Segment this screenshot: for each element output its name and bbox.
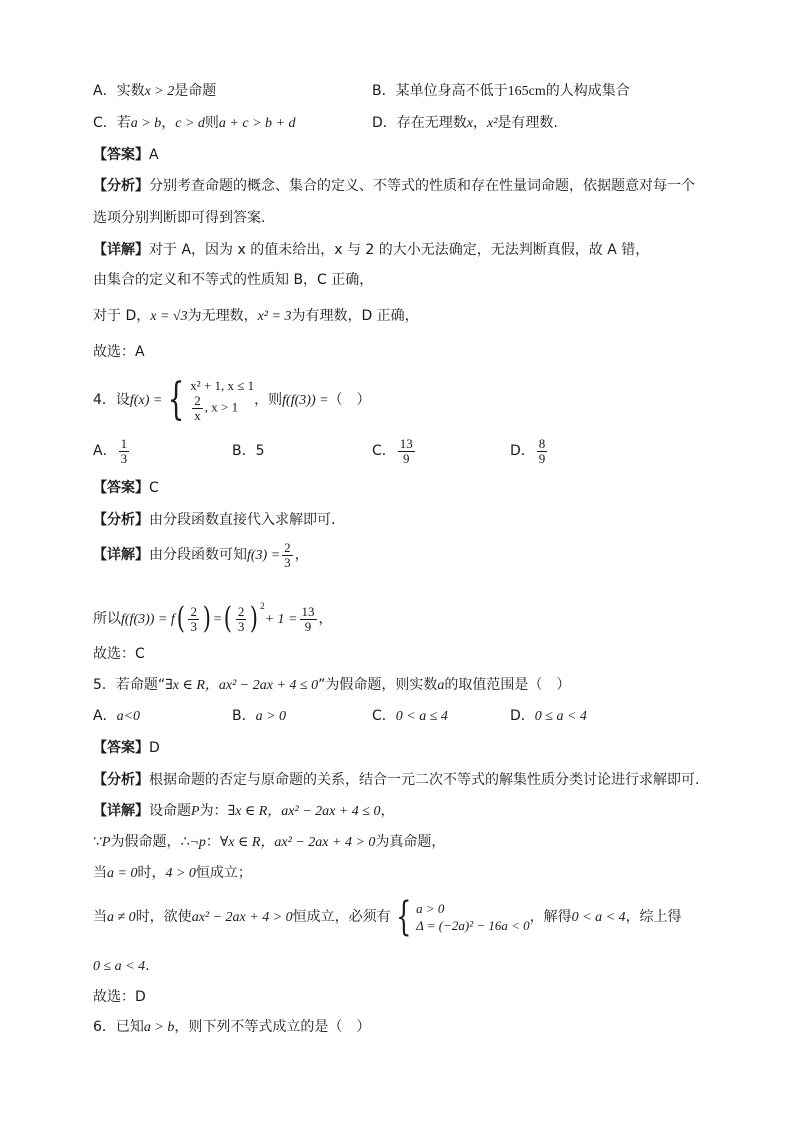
q4-stem: 4．设f(x) = { x² + 1, x ≤ 1 $\frac{2}{x}$ , x > 1 ，则f(f(3)) =（ ） <box>93 374 371 425</box>
q5-detail-line5: 0 ≤ a < 4. <box>93 958 150 974</box>
q4-brace: { <box>167 374 185 425</box>
q4-detail-line2: 所以f(f(3)) = f( $\frac{2}{3}$ ) =( $\frac{2}{3}$ ) $^2$+ 1 = $\frac{13}{9}$ ， <box>93 601 333 636</box>
q5-detail-line3: 当a = 0时，4 > 0恒成立； <box>93 865 252 881</box>
q4-option-b: B．5 <box>232 443 265 459</box>
q3-option-b: B．某单位身高不低于165cm的人构成集合 <box>372 83 630 99</box>
q5-cases: a > 0 Δ = (−2a)² − 16a < 0 <box>416 901 530 933</box>
q4-option-c: C． $\frac{13}{9}$ <box>372 435 413 466</box>
q3-detail-line1: 【详解】对于 A，因为 x 的值未给出，x 与 2 的大小无法确定，无法判断真假，故 A 错， <box>93 242 650 258</box>
q4-cases: x² + 1, x ≤ 1 $\frac{2}{x}$ , x > 1 <box>190 378 255 423</box>
q4-answer: 【答案】C <box>93 480 159 496</box>
q5-option-d: D．0 ≤ a < 4 <box>510 708 587 724</box>
q6-stem: 6．已知a > b，则下列不等式成立的是（ ） <box>93 1019 371 1035</box>
q3-option-c: C．若a > b，c > d则a + c > b + d <box>93 115 296 131</box>
q4-option-a: A． $\frac{1}{3}$ <box>93 435 128 466</box>
q3-option-a: A．实数x > 2是命题 <box>93 83 217 99</box>
q3-answer: 【答案】A <box>93 147 159 163</box>
q4-detail-line1: 【详解】由分段函数可知f(3) = $\frac{2}{3}$ ， <box>93 539 309 570</box>
q3-detail-line2: 由集合的定义和不等式的性质知 B，C 正确， <box>93 272 374 288</box>
q5-choose: 故选：D <box>93 989 146 1005</box>
q5-detail-line4: 当a ≠ 0时，欲使ax² − 2ax + 4 > 0恒成立，必须有 { a > 0 Δ = (−2a)² − 16a < 0 ，解得0 < a < 4，综上得 <box>93 894 682 940</box>
q4-option-d: D． $\frac{8}{9}$ <box>510 435 546 466</box>
q3-option-d: D．存在无理数x，x²是有理数. <box>372 115 558 131</box>
q5-analysis: 【分析】根据命题的否定与原命题的关系，结合一元二次不等式的解集性质分类讨论进行求解即可. <box>93 772 700 788</box>
q5-detail-line2: ∵P为假命题，∴¬p：∀x ∈ R，ax² − 2ax + 4 > 0为真命题， <box>93 834 446 850</box>
q5-detail-line1: 【详解】设命题P为：∃x ∈ R，ax² − 2ax + 4 ≤ 0， <box>93 803 395 819</box>
q3-detail-line3: 对于 D，x = √3为无理数，x² = 3为有理数，D 正确， <box>93 308 419 324</box>
q4-choose: 故选：C <box>93 646 145 662</box>
q3-analysis-line1: 【分析】分别考查命题的概念、集合的定义、不等式的性质和存在性量词命题，依据题意对每一个 <box>93 178 695 194</box>
q5-option-a: A．a<0 <box>93 708 141 724</box>
q5-option-c: C．0 < a ≤ 4 <box>372 708 448 724</box>
q5-brace: { <box>395 894 412 940</box>
q5-answer: 【答案】D <box>93 740 160 756</box>
q3-analysis-line2: 选项分别判断即可得到答案. <box>93 210 266 226</box>
q5-stem: 5．若命题“∃x ∈ R，ax² − 2ax + 4 ≤ 0”为假命题，则实数a的取值范围是（ ） <box>93 677 571 693</box>
q3-choose: 故选：A <box>93 344 145 360</box>
q4-analysis: 【分析】由分段函数直接代入求解即可. <box>93 512 336 528</box>
q5-option-b: B．a > 0 <box>232 708 287 724</box>
